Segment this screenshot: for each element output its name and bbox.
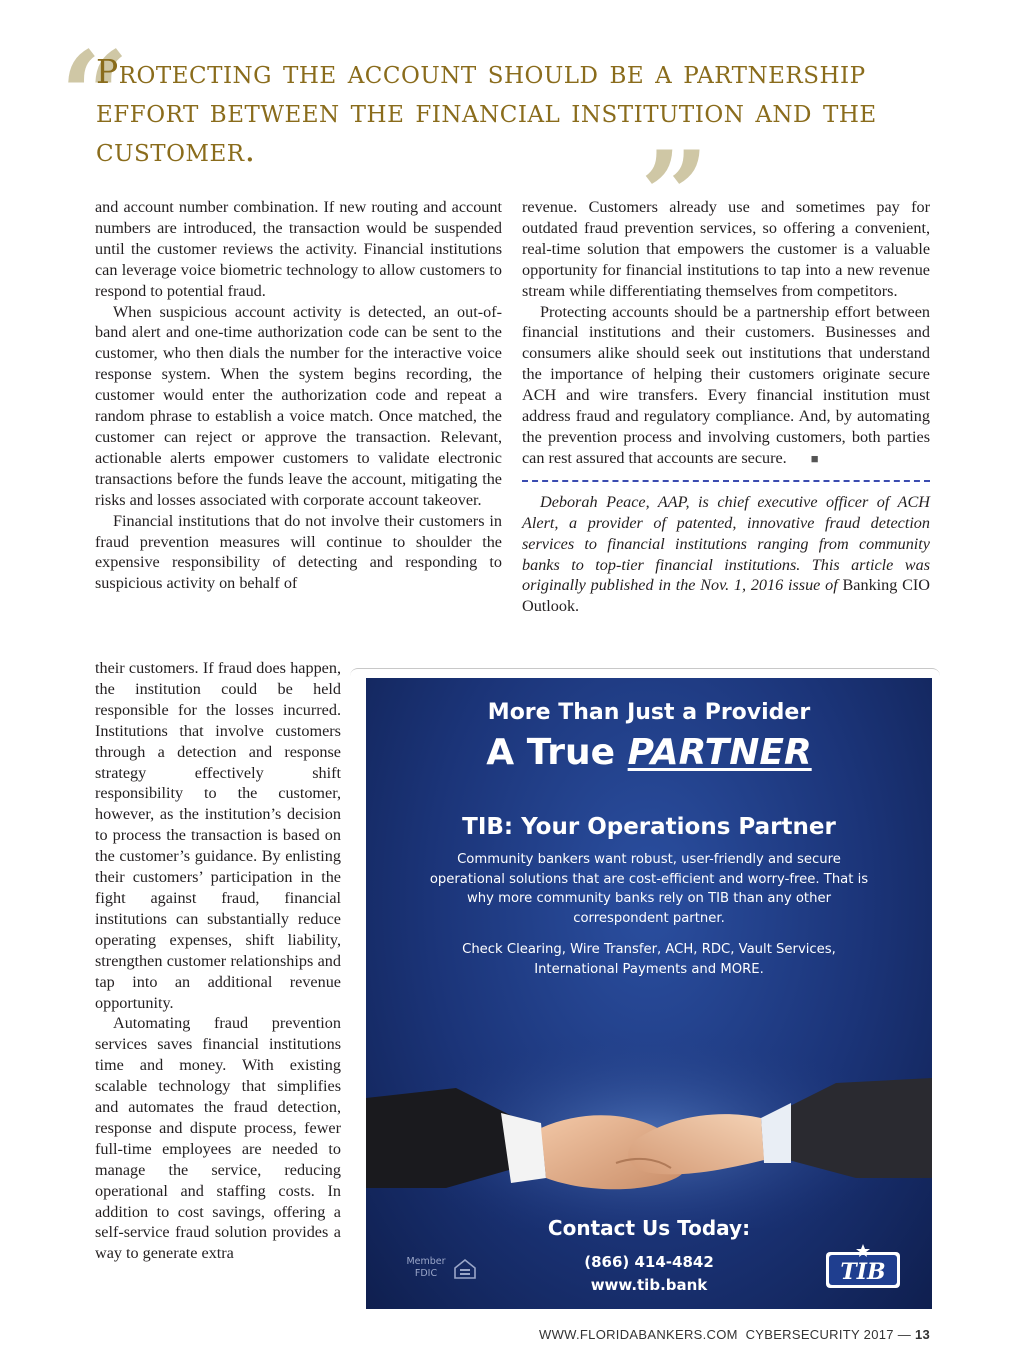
handshake-icon	[366, 1028, 932, 1228]
open-quote-mark-icon: “	[60, 25, 130, 166]
article-paragraph: their customers. If fraud does happen, the institution could be held responsible for the losses incurred. Institutions that involve customers through a detection and response strategy effectively shift responsibility to the customer, however, as the institution’s decision to process the transaction is based on the customer’s guidance. By enlisting their customers’ participation in the fight against fraud, financial institutions can substantially reduce operating expenses, shift liability, strengthen customer relationships and tap into an additional revenue opportunity.	[95, 659, 341, 1012]
footer-issue: CYBERSECURITY 2017 —	[745, 1327, 912, 1342]
ad-website-link[interactable]: www.tib.bank	[590, 1276, 708, 1294]
ad-contact-heading: Contact Us Today:	[547, 1216, 751, 1240]
tib-logo	[824, 1244, 902, 1290]
ad-kicker: More Than Just a Provider	[487, 700, 811, 725]
ad-headline	[366, 732, 932, 773]
ad-services: Check Clearing, Wire Transfer, ACH, RDC, Vault Services, International Payments and MORE.	[462, 942, 836, 977]
article-paragraph: and account number combination. If new routing and account numbers are introduced, the transaction would be suspended until the customer reviews the activity. Financial institutions can leverage voice biometric technology to allow customers to respond to potential fraud.	[95, 198, 502, 300]
ad-subhead: TIB: Your Operations Partner	[462, 814, 836, 840]
pull-quote-text: Protecting the account should be a partnership effort between the financial institution and the customer.	[96, 52, 877, 169]
author-bio-text: Deborah Peace, AAP, is chief executive officer of ACH Alert, a provider of patented, innovative fraud detection services to financial institutions ranging from community banks to top-tier financial institutions. This article was originally published in the Nov. 1, 2016 issue of	[522, 492, 930, 595]
equal-housing-lender-icon	[452, 1256, 478, 1282]
ad-headline-emphasis: PARTNER	[627, 732, 812, 773]
tib-advertisement[interactable]	[366, 678, 932, 1309]
ad-body: Community bankers want robust, user-friendly and secure operational solutions that are cost-efficient and worry-free. That is why more community banks rely on TIB than any other correspondent partner.	[429, 852, 869, 926]
article-column-right-body	[522, 197, 930, 470]
article-paragraph: Financial institutions that do not involve their customers in fraud prevention measures will continue to shoulder the expensive responsibility of detecting and responding to suspicious activity on behalf of	[95, 511, 502, 593]
tib-logo-text: TIB	[840, 1259, 886, 1285]
close-quote-mark-icon: ”	[640, 125, 710, 266]
page-number: 13	[914, 1327, 930, 1342]
article-paragraph: Automating fraud prevention services saves financial institutions time and money. With existing scalable technology that simplifies and automates the fraud detection, response and dispute process, fewer full-time employees are needed to manage the service, reducing operational and staffing costs. In addition to cost savings, offering a self-service fraud solution provides a way to generate extra	[95, 1014, 341, 1263]
footer-site: WWW.FLORIDABANKERS.COM	[539, 1327, 738, 1342]
bio-divider	[522, 480, 930, 482]
end-of-article-icon: ■	[810, 450, 819, 466]
article-paragraph: When suspicious account activity is detected, an out-of-band alert and one-time authorization code can be sent to the customer, who then dials the number for the interactive voice response system. When the system begins recording, the customer would enter the authorization code and repeat a random phrase to establish a voice match. Once matched, the customer can reject or approve the transaction. Relevant, actionable alerts empower customers to validate electronic transactions before the funds leave the account, mitigating the risks and losses associated with corporate account takeover.	[95, 302, 502, 509]
article-paragraph: revenue. Customers already use and sometimes pay for outdated fraud prevention services, so offering a convenient, real-time solution that empowers the customer is a valuable opportunity for financial institutions to tap into a new revenue stream while differentiating themselves from competitors.	[522, 198, 930, 300]
publication-name: Banking CIO Outlook.	[522, 576, 931, 616]
author-bio	[522, 492, 930, 617]
article-column-left-bottom	[95, 658, 341, 1264]
member-fdic-label: Member FDIC	[406, 1256, 446, 1279]
article-column-left-top	[95, 197, 502, 594]
page-footer	[539, 1327, 930, 1342]
article-column-right	[522, 197, 930, 617]
ad-headline-prefix: A True	[486, 732, 616, 773]
ad-phone-link[interactable]: (866) 414-4842	[584, 1253, 714, 1271]
article-paragraph: Protecting accounts should be a partnership effort between financial institutions and their customers. Businesses and consumers alike should seek out institutions that understand the importance of helping their customers originate secure ACH and wire transfers. Every financial institution must address fraud and regulatory compliance. And, by automating the prevention process and involving customers, both parties can rest assured that accounts are secure. ■	[522, 302, 930, 470]
